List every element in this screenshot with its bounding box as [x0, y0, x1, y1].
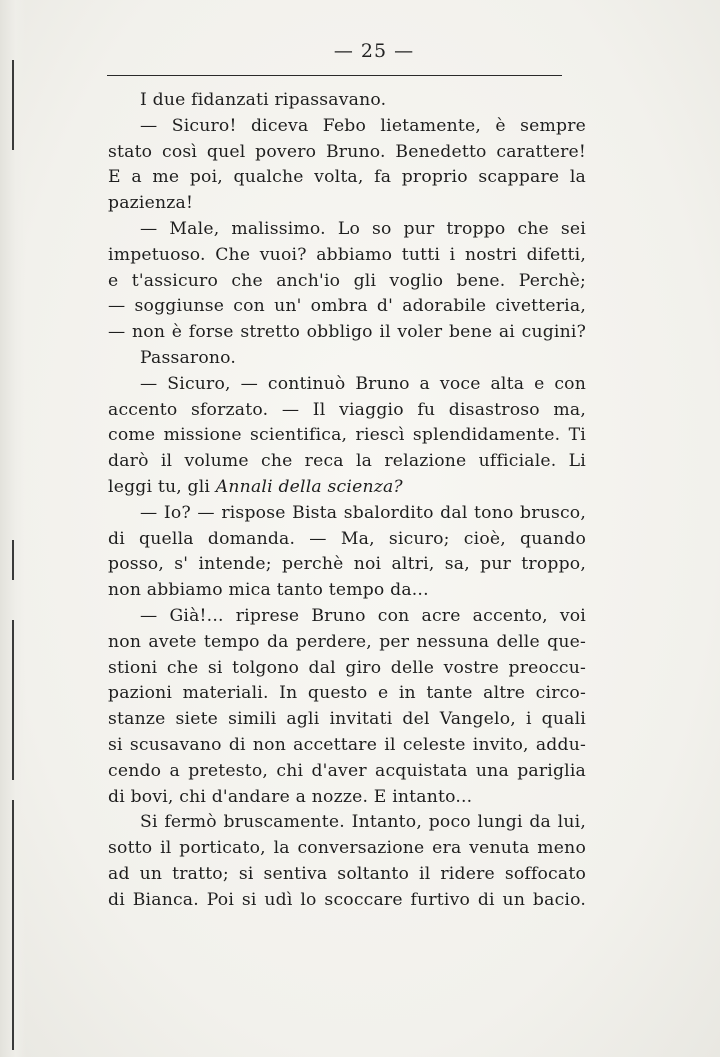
text-line: stioni che si tolgono dal giro delle vostre preoccu- — [108, 657, 586, 678]
body-text — [108, 88, 586, 914]
text-line: darò il volume che reca la relazione ufficiale. Li — [108, 451, 586, 472]
text-line: — soggiunse con un' ombra d' adorabile civetteria, — [108, 296, 586, 317]
page-binding-edge — [0, 0, 26, 1057]
text-line: ad un tratto; si sentiva soltanto il ridere soffocato — [108, 863, 586, 884]
text-line: come missione scientifica, riescì splendidamente. Ti — [108, 425, 586, 446]
text-line-italic-title: Annali della scienza? — [215, 476, 403, 497]
text-line: — Male, malissimo. Lo so pur troppo che sei — [140, 218, 586, 239]
text-line: — Sicuro! diceva Febo lietamente, è sempre — [140, 115, 586, 136]
text-line-roman: leggi tu, gli — [108, 476, 216, 497]
text-line: cendo a pretesto, chi d'aver acquistata una pariglia — [108, 760, 586, 781]
binding-mark — [12, 540, 14, 580]
text-line: — non è forse stretto obbligo il voler bene ai cugini? — [108, 322, 586, 343]
text-line: accento sforzato. — Il viaggio fu disastroso ma, — [108, 399, 586, 420]
text-line: e t'assicuro che anch'io gli voglio bene. Perchè; — [108, 270, 586, 291]
text-line: sotto il porticato, la conversazione era venuta meno — [108, 838, 586, 859]
text-line: si scusavano di non accettare il celeste invito, addu- — [108, 734, 586, 755]
text-line: non avete tempo da perdere, per nessuna delle que- — [108, 631, 586, 652]
text-line: E a me poi, qualche volta, fa proprio scappare la — [108, 167, 586, 188]
text-line: — Sicuro, — continuò Bruno a voce alta e con — [140, 373, 586, 394]
text-line: pazioni materiali. In questo e in tante altre circo- — [108, 683, 586, 704]
text-line: di quella domanda. — Ma, sicuro; cioè, quando — [108, 528, 586, 549]
text-line: Passarono. — [140, 347, 237, 368]
text-line: — Già!... riprese Bruno con acre accento, voi — [140, 605, 586, 626]
page-number: — 25 — — [333, 40, 415, 62]
text-line: stanze siete simili agli invitati del Vangelo, i quali — [108, 709, 586, 730]
binding-mark — [12, 60, 14, 150]
text-line — [108, 475, 586, 501]
text-line: Si fermò bruscamente. Intanto, poco lungi da lui, — [140, 812, 586, 833]
text-line: pazienza! — [108, 193, 194, 214]
text-line: di bovi, chi d'andare a nozze. E intanto... — [108, 786, 473, 807]
text-line: non abbiamo mica tanto tempo da... — [108, 580, 429, 601]
header-rule — [107, 75, 562, 76]
binding-mark — [12, 620, 14, 780]
text-line: I due fidanzati ripassavano. — [140, 90, 387, 110]
text-line: — Io? — rispose Bista sbalordito dal tono brusco, — [140, 502, 586, 523]
text-line: stato così quel povero Bruno. Benedetto carattere! — [108, 141, 586, 162]
binding-mark — [12, 800, 14, 1050]
text-line: posso, s' intende; perchè noi altri, sa, pur troppo, — [108, 554, 586, 575]
text-line: impetuoso. Che vuoi? abbiamo tutti i nostri difetti, — [108, 244, 586, 265]
text-line: di Bianca. Poi si udì lo scoccare furtivo di un bacio. — [108, 889, 586, 910]
